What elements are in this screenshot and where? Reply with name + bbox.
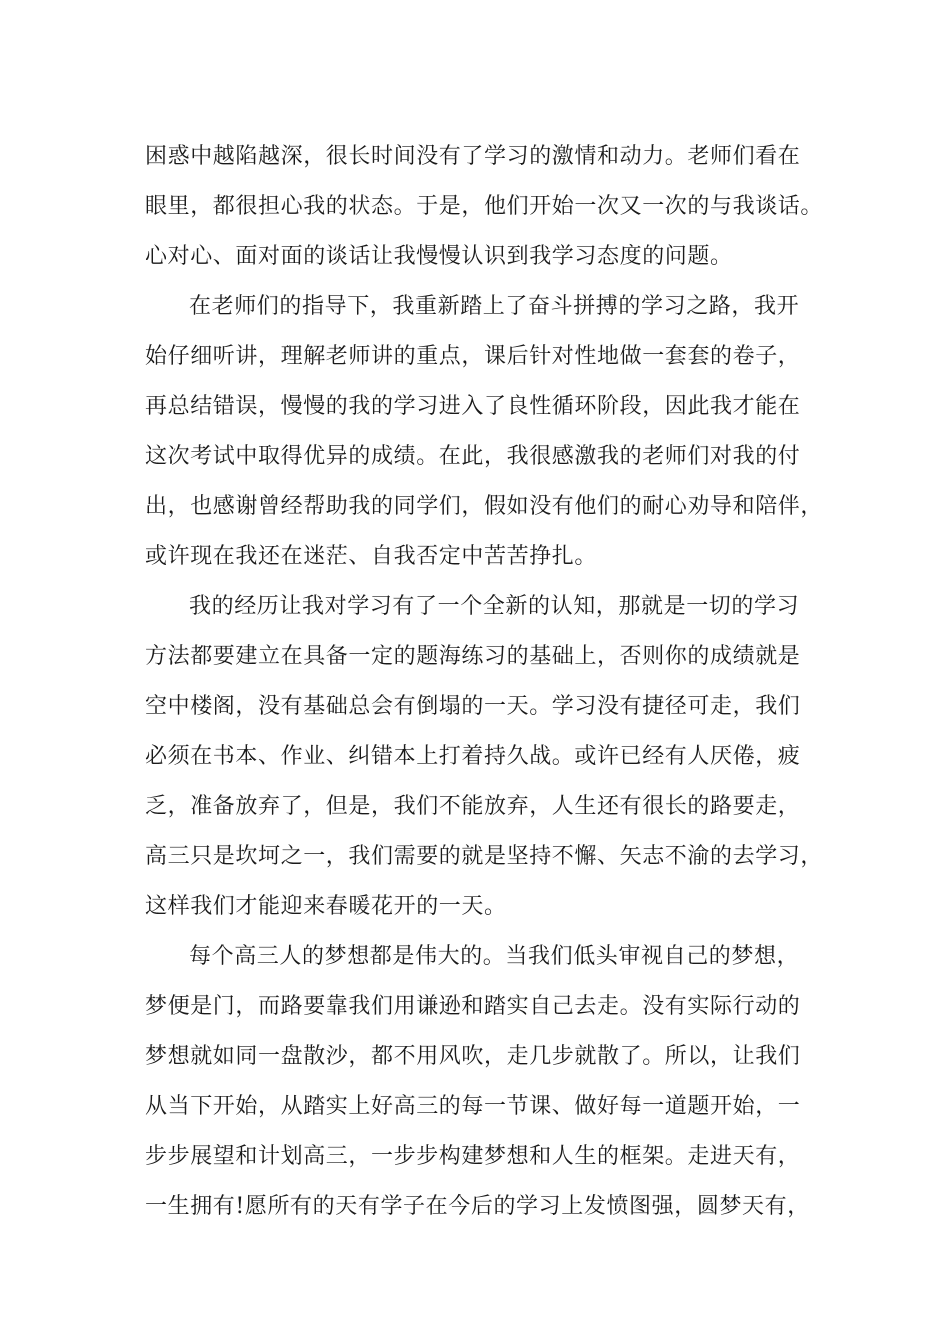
text-line: 方法都要建立在具备一定的题海练习的基础上，否则你的成绩就是 [145, 644, 801, 669]
body-text [145, 132, 825, 1232]
text-line: 始仔细听讲，理解老师讲的重点，课后针对性地做一套套的卷子， [145, 344, 801, 369]
text-line: 高三只是坎坷之一，我们需要的就是坚持不懈、矢志不渝的去学习， [145, 844, 824, 869]
paragraph-start-line: 每个高三人的梦想都是伟大的。当我们低头审视自己的梦想， [189, 944, 800, 969]
text-line: 这样我们才能迎来春暖花开的一天。 [145, 894, 507, 919]
paragraph-start-line: 我的经历让我对学习有了一个全新的认知，那就是一切的学习 [189, 594, 800, 619]
text-line: 梦想就如同一盘散沙，都不用风吹，走几步就散了。所以，让我们 [145, 1044, 801, 1069]
text-line: 从当下开始，从踏实上好高三的每一节课、做好每一道题开始，一 [145, 1094, 801, 1119]
text-line: 心对心、面对面的谈话让我慢慢认识到我学习态度的问题。 [145, 244, 733, 269]
text-line: 步步展望和计划高三，一步步构建梦想和人生的框架。走进天有， [145, 1144, 801, 1169]
text-line: 或许现在我还在迷茫、自我否定中苦苦挣扎。 [145, 544, 598, 569]
text-line: 一生拥有!愿所有的天有学子在今后的学习上发愤图强，圆梦天有， [145, 1194, 810, 1219]
text-line: 出，也感谢曾经帮助我的同学们，假如没有他们的耐心劝导和陪伴， [145, 494, 824, 519]
text-line: 眼里，都很担心我的状态。于是，他们开始一次又一次的与我谈话。 [145, 194, 824, 219]
text-line: 再总结错误，慢慢的我的学习进入了良性循环阶段，因此我才能在 [145, 394, 801, 419]
text-line: 梦便是门，而路要靠我们用谦逊和踏实自己去走。没有实际行动的 [145, 994, 801, 1019]
text-line: 这次考试中取得优异的成绩。在此，我很感激我的老师们对我的付 [145, 444, 801, 469]
text-line: 困惑中越陷越深，很长时间没有了学习的激情和动力。老师们看在 [145, 144, 801, 169]
text-line: 空中楼阁，没有基础总会有倒塌的一天。学习没有捷径可走，我们 [145, 694, 801, 719]
text-line: 必须在书本、作业、纠错本上打着持久战。或许已经有人厌倦，疲 [145, 744, 801, 769]
paragraph-start-line: 在老师们的指导下，我重新踏上了奋斗拼搏的学习之路，我开 [189, 294, 800, 319]
text-line: 乏，准备放弃了，但是，我们不能放弃，人生还有很长的路要走， [145, 794, 801, 819]
